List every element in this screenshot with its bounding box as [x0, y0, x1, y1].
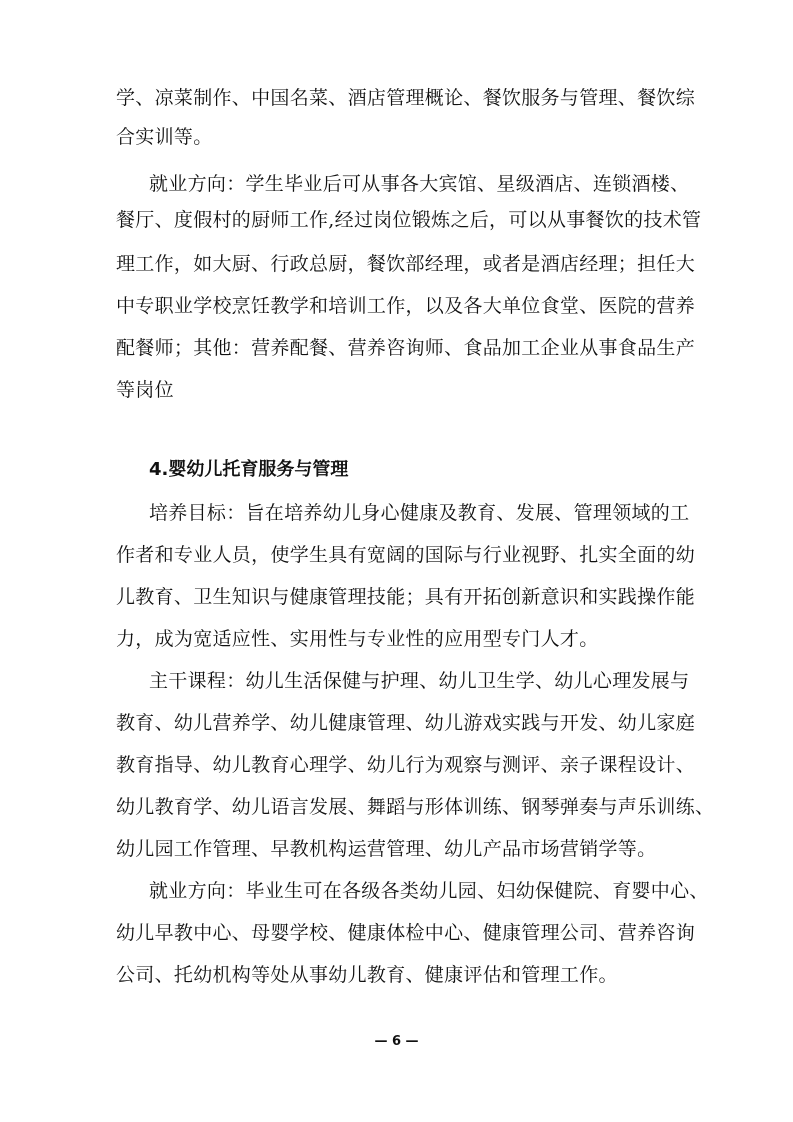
paragraph-line: 教育指导、幼儿教育心理学、幼儿行为观察与测评、亲子课程设计、: [116, 754, 696, 776]
section-heading: 4.婴幼儿托育服务与管理: [149, 459, 349, 480]
paragraph-line: 学、凉菜制作、中国名菜、酒店管理概论、餐饮服务与管理、餐饮综: [116, 87, 696, 109]
paragraph-line: 餐厅、度假村的厨师工作,经过岗位锻炼之后，可以从事餐饮的技术管: [116, 209, 702, 231]
paragraph-line: 公司、托幼机构等处从事幼儿教育、健康评估和管理工作。: [116, 964, 618, 986]
paragraph-line: 力，成为宽适应性、实用性与专业性的应用型专门人才。: [116, 628, 599, 650]
paragraph-line: 就业方向：毕业生可在各级各类幼儿园、妇幼保健院、育婴中心、: [149, 880, 709, 902]
paragraph-line: 就业方向：学生毕业后可从事各大宾馆、星级酒店、连锁酒楼、: [149, 173, 690, 195]
paragraph-line: 幼儿教育学、幼儿语言发展、舞蹈与形体训练、钢琴弹奏与声乐训练、: [116, 796, 715, 818]
paragraph-line: 中专职业学校烹饪教学和培训工作，以及各大单位食堂、医院的营养: [116, 295, 696, 317]
paragraph-line: 等岗位: [116, 379, 174, 401]
paragraph-line: 配餐师；其他：营养配餐、营养咨询师、食品加工企业从事食品生产: [116, 337, 696, 359]
paragraph-line: 合实训等。: [116, 126, 213, 148]
paragraph-line: 主干课程：幼儿生活保健与护理、幼儿卫生学、幼儿心理发展与: [149, 670, 690, 692]
paragraph-line: 教育、幼儿营养学、幼儿健康管理、幼儿游戏实践与开发、幼儿家庭: [116, 712, 696, 734]
paragraph-line: 儿教育、卫生知识与健康管理技能；具有开拓创新意识和实践操作能: [116, 586, 696, 608]
paragraph-line: 理工作，如大厨、行政总厨，餐饮部经理，或者是酒店经理；担任大: [116, 253, 696, 275]
paragraph-line: 作者和专业人员，使学生具有宽阔的国际与行业视野、扎实全面的幼: [116, 544, 696, 566]
page-number: — 6 —: [374, 1034, 419, 1049]
paragraph-line: 培养目标：旨在培养幼儿身心健康及教育、发展、管理领域的工: [149, 502, 690, 524]
paragraph-line: 幼儿早教中心、母婴学校、健康体检中心、健康管理公司、营养咨询: [116, 922, 696, 944]
paragraph-line: 幼儿园工作管理、早教机构运营管理、幼儿产品市场营销学等。: [116, 838, 657, 860]
